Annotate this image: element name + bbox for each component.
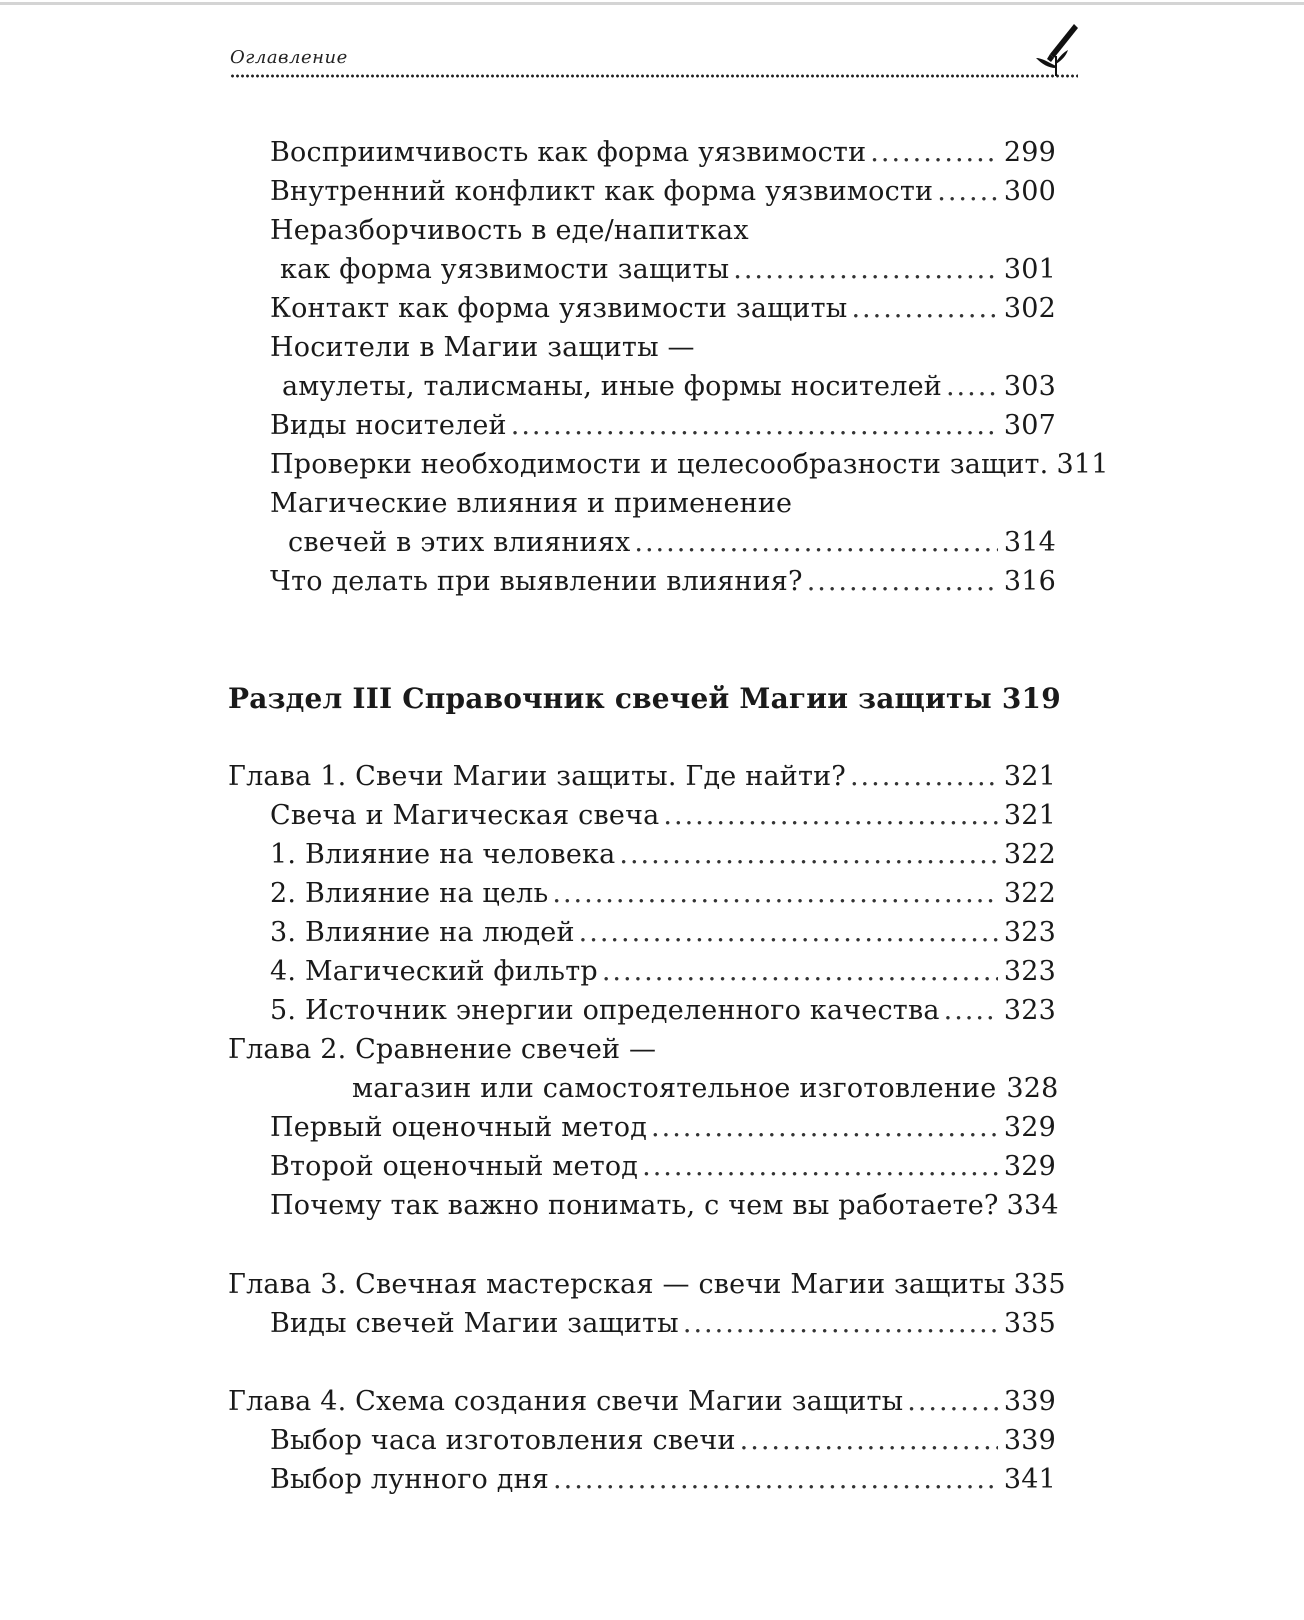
toc-entry-line1: Магические влияния и применение <box>270 488 793 519</box>
toc-entry[interactable]: 5. Источник энергии определенного качества ..... 323 <box>270 993 1056 1029</box>
toc-chapter-line1: Глава 2. Сравнение свечей — <box>228 1034 657 1065</box>
toc-entry[interactable]: Первый оценочный метод ..... 329 <box>270 1110 1056 1146</box>
toc-entry[interactable]: Виды носителей ..... 307 <box>270 408 1056 444</box>
toc-entry[interactable]: Проверки необходимости и целесообразности защит. 311 <box>270 449 1109 480</box>
toc-entry[interactable]: 4. Магический фильтр ..... 323 <box>270 954 1056 990</box>
toc-entry[interactable]: Свеча и Магическая свеча ..... 321 <box>270 798 1056 834</box>
toc-entry-line1: Носители в Магии защиты — <box>270 332 695 363</box>
toc-entry[interactable]: Контакт как форма уязвимости защиты ..... 302 <box>270 291 1056 327</box>
toc-entry[interactable]: Внутренний конфликт как форма уязвимости ..... 300 <box>270 174 1056 210</box>
toc-entry[interactable]: Виды свечей Магии защиты ..... 335 <box>270 1306 1056 1342</box>
toc-chapter-entry[interactable]: Глава 1. Свечи Магии защиты. Где найти? ..... 321 <box>228 759 1056 795</box>
toc-entry[interactable]: Почему так важно понимать, с чем вы работаете? 334 <box>270 1190 1059 1221</box>
toc-section-entry[interactable]: Раздел III Справочник свечей Магии защиты 319 <box>228 682 1061 715</box>
toc-entry[interactable]: Восприимчивость как форма уязвимости ..... 299 <box>270 135 1056 171</box>
toc-entry[interactable]: 1. Влияние на человека ..... 322 <box>270 837 1056 873</box>
toc-entry[interactable]: 3. Влияние на людей ..... 323 <box>270 915 1056 951</box>
toc-entry[interactable]: Второй оценочный метод ..... 329 <box>270 1149 1056 1185</box>
toc-entry-line1: Неразборчивость в еде/напитках <box>270 215 749 246</box>
toc-chapter-entry[interactable]: Глава 3. Свечная мастерская — свечи Магии защиты 335 <box>228 1269 1066 1300</box>
toc-chapter-entry[interactable]: Глава 4. Схема создания свечи Магии защиты ..... 339 <box>228 1384 1056 1420</box>
toc-entry[interactable]: как форма уязвимости защиты ..... 301 <box>280 252 1056 288</box>
running-head: Оглавление <box>230 47 348 68</box>
toc-entry[interactable]: 2. Влияние на цель ..... 322 <box>270 876 1056 912</box>
toc-entry[interactable]: Что делать при выявлении влияния? ..... 316 <box>270 564 1056 600</box>
toc-chapter-entry[interactable]: магазин или самостоятельное изготовление 328 <box>352 1073 1059 1104</box>
toc-entry[interactable]: свечей в этих влияниях ..... 314 <box>288 525 1056 561</box>
toc-entry[interactable]: амулеты, талисманы, иные формы носителей ..... 303 <box>282 369 1056 405</box>
toc-entry[interactable]: Выбор часа изготовления свечи ..... 339 <box>270 1423 1056 1459</box>
toc-entry[interactable]: Выбор лунного дня ..... 341 <box>270 1462 1056 1498</box>
